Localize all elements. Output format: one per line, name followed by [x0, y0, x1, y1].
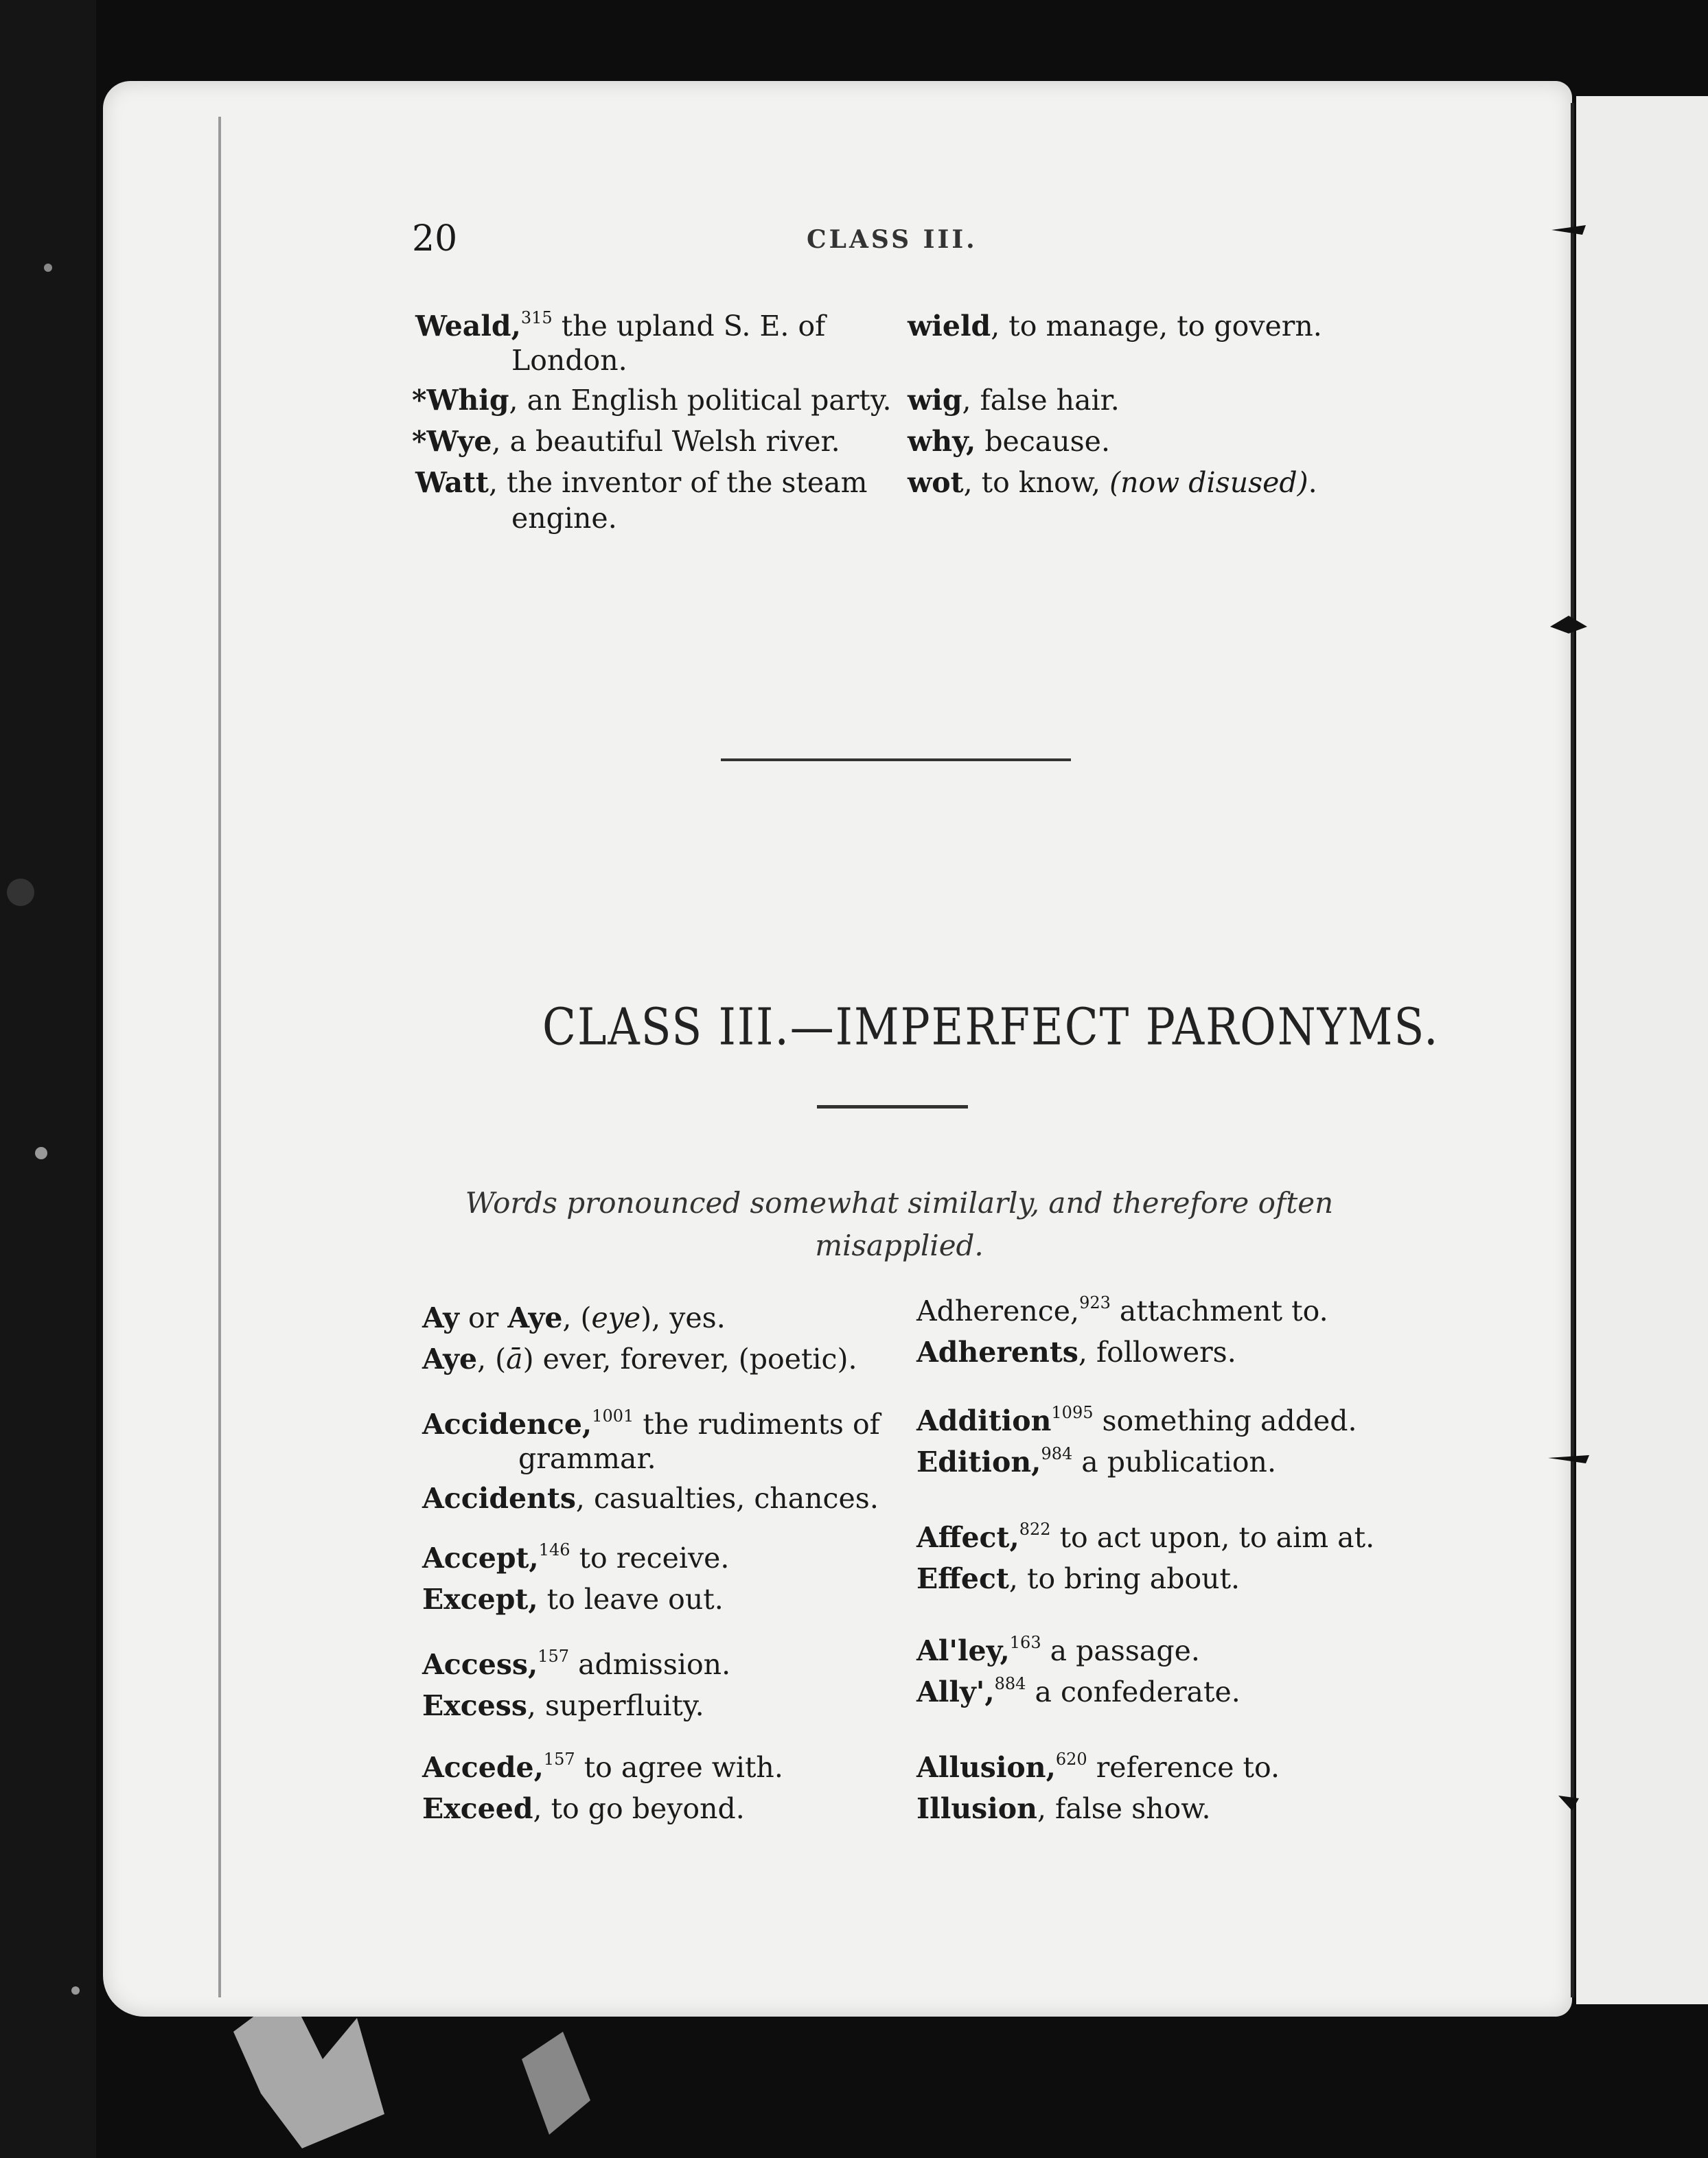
entry-word-alt: Aye: [507, 1301, 563, 1334]
entry-effect: [916, 1558, 1240, 1599]
entry-edition: [916, 1441, 1276, 1483]
entry-adherents: [916, 1332, 1236, 1373]
entry-word: Aye: [422, 1343, 478, 1376]
entry-pronunciation: ā: [506, 1343, 523, 1376]
entry-ref: 163: [1009, 1633, 1041, 1652]
entry-definition: a passage.: [1041, 1634, 1200, 1667]
entry-definition: to receive.: [570, 1542, 730, 1575]
entry-italic-note: (now disused): [1109, 466, 1308, 499]
entry-word: Weald,: [415, 310, 521, 343]
running-head: CLASS III.: [807, 225, 978, 254]
entry-word: Adherents: [916, 1336, 1078, 1369]
entry-affect: [916, 1517, 1374, 1558]
entry-definition: , false show.: [1037, 1792, 1211, 1825]
entry-pronunciation: eye: [591, 1301, 641, 1334]
entry-definition: , (: [477, 1343, 507, 1376]
entry-whig: [412, 380, 892, 421]
entry-definition: because.: [976, 425, 1110, 458]
entry-word: Exceed: [422, 1792, 533, 1825]
entry-definition: , casualties, chances.: [575, 1482, 879, 1515]
entry-word: Affect,: [916, 1521, 1019, 1554]
entry-allusion: [916, 1747, 1280, 1788]
entry-adherence: [916, 1290, 1328, 1332]
entry-word: wig: [908, 384, 962, 417]
entry-ref: 315: [520, 308, 553, 327]
entry-ref: 1095: [1051, 1403, 1094, 1422]
entry-word: Adherence,: [916, 1295, 1080, 1327]
entry-word: wield: [908, 310, 991, 343]
entry-watt: [415, 462, 868, 503]
entry-continuation: grammar.: [518, 1442, 656, 1475]
entry-ally: [916, 1671, 1240, 1713]
entry-continuation: London.: [511, 344, 627, 377]
entry-definition: to agree with.: [575, 1751, 783, 1784]
binding-thread-mark: [1545, 614, 1593, 635]
entry-definition: to leave out.: [538, 1583, 724, 1616]
entry-word: Accede,: [422, 1751, 544, 1784]
entry-word: Illusion: [916, 1792, 1037, 1825]
entry-except: [422, 1579, 724, 1620]
entry-ay: [422, 1297, 726, 1338]
entry-word: Edition,: [916, 1446, 1041, 1478]
entry-definition: the upland S. E. of: [552, 310, 826, 343]
entry-excess: [422, 1685, 704, 1726]
entry-definition: , followers.: [1078, 1336, 1236, 1369]
entry-definition: , (: [562, 1301, 592, 1334]
entry-word: Ay: [422, 1301, 459, 1334]
entry-accede: [422, 1747, 783, 1788]
entry-word: Accidents: [422, 1482, 576, 1515]
entry-definition: , to go beyond.: [533, 1792, 745, 1825]
entry-definition: something added.: [1093, 1404, 1357, 1437]
entry-punct: .: [1308, 466, 1317, 499]
entry-word: Allusion,: [916, 1751, 1056, 1784]
entry-wot: [908, 462, 1317, 503]
entry-continuation: engine.: [511, 502, 617, 535]
entry-ref: 822: [1019, 1520, 1051, 1539]
entry-definition: , superfluity.: [527, 1689, 704, 1722]
entry-word: Excess: [422, 1689, 527, 1722]
entry-ref: 620: [1055, 1750, 1087, 1769]
entry-word: *Wye: [412, 425, 492, 458]
entry-definition: , to know,: [963, 466, 1110, 499]
entry-access: [422, 1644, 730, 1685]
page-edge-shadow: [218, 117, 221, 1997]
entry-aye: [422, 1338, 857, 1380]
entry-wig: [908, 380, 1120, 421]
entry-word: Except,: [422, 1583, 538, 1616]
book-gutter: [1571, 103, 1574, 1997]
entry-definition: , to bring about.: [1008, 1562, 1240, 1595]
entry-word: Access,: [422, 1648, 538, 1681]
entry-addition: [916, 1400, 1357, 1441]
entry-word: Al'ley,: [916, 1634, 1010, 1667]
entry-definition: , a beautiful Welsh river.: [492, 425, 840, 458]
entry-ref: 884: [994, 1674, 1026, 1693]
entry-ref: 1001: [592, 1406, 634, 1426]
section-title: CLASS III.—IMPERFECT PARONYMS.: [542, 999, 1440, 1058]
entry-definition: , to manage, to govern.: [991, 310, 1322, 343]
entry-accept: [422, 1538, 729, 1579]
entry-word: Accidence,: [422, 1408, 592, 1441]
entry-alley: [916, 1630, 1200, 1671]
binding-thread-mark: [1545, 1448, 1593, 1469]
entry-definition: , the inventor of the steam: [488, 466, 868, 499]
entry-word: why,: [908, 425, 976, 458]
entry-word: Watt: [415, 466, 489, 499]
entry-definition: admission.: [569, 1648, 731, 1681]
next-page-edge: [1576, 96, 1708, 2004]
entry-exceed: [422, 1788, 745, 1829]
entry-why: [908, 421, 1110, 462]
binding-thread-mark: [1545, 220, 1593, 240]
entry-definition: , an English political party.: [509, 384, 892, 417]
section-divider: [721, 758, 1071, 761]
entry-definition-tail: ) ever, forever, (poetic).: [522, 1343, 857, 1376]
entry-definition: attachment to.: [1110, 1295, 1328, 1327]
entry-definition: a confederate.: [1026, 1675, 1240, 1708]
page-header: [412, 218, 1311, 259]
entry-definition: a publication.: [1072, 1446, 1276, 1478]
entry-accidents: [422, 1478, 879, 1519]
entry-word: Ally',: [916, 1675, 995, 1708]
binding-thread-mark: [1545, 1791, 1593, 1812]
entry-definition: , false hair.: [962, 384, 1120, 417]
entry-word: wot: [908, 466, 964, 499]
entry-ref: 923: [1079, 1293, 1111, 1312]
entry-wye: [412, 421, 840, 462]
entry-definition: to act upon, to aim at.: [1050, 1521, 1375, 1554]
page-number: 20: [412, 218, 458, 259]
entry-connector: or: [459, 1301, 508, 1334]
entry-definition-tail: ), yes.: [640, 1301, 726, 1334]
entry-word: Effect: [916, 1562, 1009, 1595]
entry-word: Addition: [916, 1404, 1052, 1437]
entry-ref: 146: [538, 1540, 570, 1559]
section-subtitle: Words pronounced somewhat similarly, and therefore often misapplied.: [465, 1186, 1334, 1262]
entry-ref: 157: [543, 1750, 575, 1769]
entry-ref: 984: [1041, 1444, 1073, 1463]
entry-word: Accept,: [422, 1542, 539, 1575]
entry-definition: the rudiments of: [634, 1408, 880, 1441]
entry-ref: 157: [538, 1647, 570, 1666]
entry-wield: [908, 305, 1322, 347]
entry-definition: reference to.: [1087, 1751, 1280, 1784]
title-underline: [817, 1105, 968, 1109]
entry-illusion: [916, 1788, 1210, 1829]
entry-word: *Whig: [412, 384, 509, 417]
